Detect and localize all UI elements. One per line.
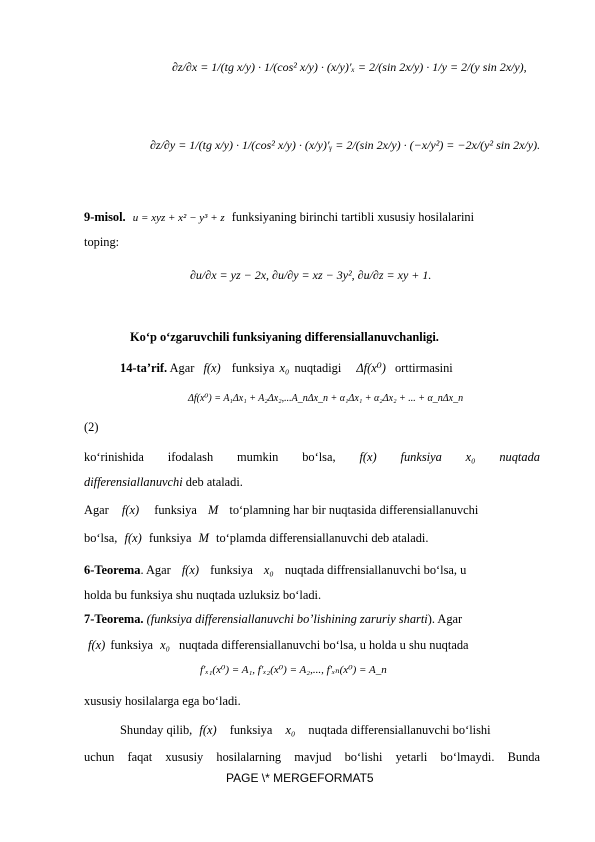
formula-u: u = xyz + x² − y³ + z: [132, 212, 225, 224]
theorem-7-funksiya: funksiya: [110, 638, 153, 652]
toplamda: to‘plamda differensiallanuvchi deb ataladi.: [216, 531, 429, 545]
word: uchun: [84, 750, 115, 764]
formula-dzdy-lhs: ∂z/∂y: [150, 138, 176, 152]
formula-dzdx-rhs: = 1/(tg x/y) · 1/(cos² x/y) · (x/y)′ₓ = 2/(sin 2x/y) · 1/y = 2/(y sin 2x/y),: [200, 60, 527, 74]
formula-x0: x₀: [279, 361, 290, 375]
agar: Agar: [84, 503, 109, 517]
theorem-6-tail: nuqtada diffrensiallanuvchi bo‘lsa, u: [284, 563, 467, 577]
word: hosilalarning: [216, 750, 282, 764]
word: xususiy: [165, 750, 204, 764]
theorem-6-line: [84, 563, 540, 578]
example-text: funksiyaning birinchi tartibli xususiy hosilalarini: [231, 210, 475, 224]
definition-nuqtadigi: nuqtadigi: [294, 361, 342, 375]
theorem-7-line: [84, 612, 540, 627]
word: yetarli: [395, 750, 428, 764]
formula-fx: f(x): [88, 638, 106, 652]
toping-text: toping:: [84, 235, 120, 249]
funksiya: funksiya: [148, 531, 192, 545]
section-heading: [130, 330, 439, 345]
theorem-7-label: 7-Teorema.: [84, 612, 144, 626]
shunday-tail: nuqtada differensiallanuvchi bo‘lishi: [308, 723, 491, 737]
formula-dz-dy: [150, 138, 540, 153]
formula-m: M: [198, 531, 209, 545]
definition-agar: Agar: [169, 361, 195, 375]
formula-x0: x₀: [465, 450, 476, 464]
word: bo‘lishi: [344, 750, 383, 764]
formula-fx: f(x): [199, 723, 217, 737]
equation-number: [84, 420, 98, 435]
formula-fx: f(x): [203, 361, 221, 375]
word: faqat: [127, 750, 153, 764]
definition-funksiya: funksiya: [231, 361, 275, 375]
formula-partials-text: ∂u/∂x = yz − 2x, ∂u/∂y = xz − 3y², ∂u/∂z = xy + 1.: [190, 268, 432, 282]
korinishida-line: [84, 450, 540, 465]
formula-increment-text: Δf(x⁰) = A₁Δx₁ + A₂Δx₂,...A_nΔx_n + α₁Δx₁ + α₂Δx₂ + ... + α_nΔx_n: [188, 393, 464, 404]
word: bo‘lsa,: [302, 450, 336, 464]
deb-ataladi: deb ataladi.: [185, 475, 243, 489]
page-footer: [226, 771, 374, 785]
word: ifodalash: [167, 450, 214, 464]
word: bo‘lmaydi.: [440, 750, 495, 764]
formula-dzdx-lhs: ∂z/∂x: [172, 60, 198, 74]
section-heading-text: Ko‘p o‘zgaruvchili funksiyaning differensiallanuvchanligi.: [130, 330, 439, 344]
formula-fx: f(x): [124, 531, 142, 545]
bolsa: bo‘lsa,: [84, 531, 118, 545]
agar-m-line: [84, 503, 540, 518]
funksiya: funksiya: [154, 503, 197, 517]
last-line: [84, 750, 540, 765]
theorem-6-funksiya: funksiya: [210, 563, 253, 577]
formula-fx: f(x): [181, 563, 200, 577]
theorem-6-line-2: [84, 588, 540, 603]
italic-differensiallanuvchi: differensiallanuvchi: [84, 475, 183, 489]
formula-x0: x₀: [285, 723, 296, 737]
equation-number-text: (2): [84, 420, 99, 434]
toping-line: [84, 235, 540, 250]
definition-orttirma: orttirmasini: [394, 361, 453, 375]
funksiya: funksiya: [229, 723, 273, 737]
theorem-6-text-2: holda bu funksiya shu nuqtada uzluksiz bo‘ladi.: [84, 588, 322, 602]
theorem-6-agar: . Agar: [140, 563, 171, 577]
theorem-7-tail: nuqtada differensiallanuvchi bo‘lsa, u holda u shu nuqtada: [179, 638, 469, 652]
formula-fx: f(x): [121, 503, 140, 517]
diff-line: [84, 475, 540, 490]
formula-fx: f(x): [359, 450, 377, 464]
bolsa-line: [84, 531, 540, 546]
xususiy-line: [84, 694, 540, 709]
definition-14-line: [120, 360, 453, 376]
word: mavjud: [294, 750, 332, 764]
theorem-7-agar: Agar: [437, 612, 463, 626]
word: mumkin: [237, 450, 279, 464]
shunday-line: [120, 723, 540, 738]
formula-derivs-text: f′ₓ₁(x⁰) = A₁, f′ₓ₂(x⁰) = A₂,..., f′ₓₙ(x⁰) = A_n: [200, 664, 387, 676]
xususiy-text: xususiy hosilalarga ega bo‘ladi.: [84, 694, 241, 708]
formula-x0: x₀: [160, 638, 170, 652]
example-label: 9-misol.: [84, 210, 126, 224]
formula-dz-dx: [172, 60, 527, 75]
theorem-7-close: ).: [427, 612, 435, 626]
theorem-7-line-2: [84, 638, 540, 653]
word: Bunda: [507, 750, 540, 764]
theorem-6-label: 6-Teorema: [84, 563, 141, 577]
agar-tail: to‘plamning har bir nuqtasida differensiallanuvchi: [229, 503, 479, 517]
italic-funksiya: funksiya: [400, 450, 442, 464]
formula-increment: [188, 393, 463, 404]
word: ko‘rinishida: [84, 450, 144, 464]
formula-m: M: [207, 503, 219, 517]
footer-text: PAGE \* MERGEFORMAT5: [226, 771, 374, 785]
theorem-7-italic: (funksiya differensiallanuvchi bo’lishining zaruriy sharti: [146, 612, 428, 626]
formula-delta-f: Δf(x⁰): [356, 361, 386, 375]
example-9-line: [84, 210, 540, 225]
definition-label: 14-ta’rif.: [120, 361, 168, 375]
formula-partials: [190, 268, 431, 283]
formula-dzdy-rhs: = 1/(tg x/y) · 1/(cos² x/y) · (x/y)′ᵧ = 2/(sin 2x/y) · (−x/y²) = −2x/(y² sin 2x/y).: [178, 138, 541, 152]
formula-x0: x₀: [263, 563, 274, 577]
italic-nuqtada: nuqtada: [499, 450, 540, 464]
shunday: Shunday qilib,: [120, 723, 193, 737]
formula-derivs: [200, 663, 387, 676]
